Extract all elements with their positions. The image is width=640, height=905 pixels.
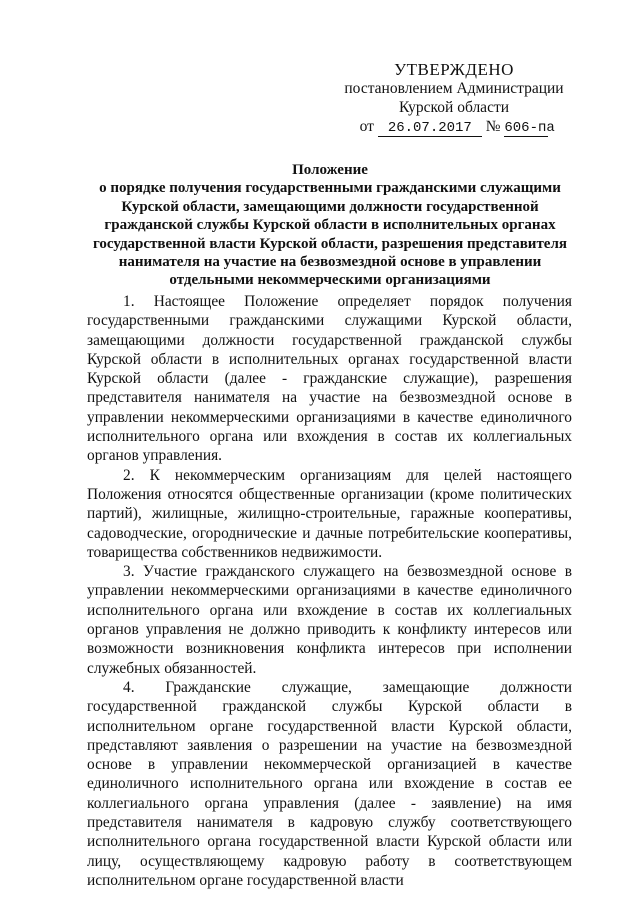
title-line: Курской области, замещающими должности государственной [121, 198, 539, 215]
approval-date-line [344, 117, 564, 137]
title-line: гражданской службы Курской области в исполнительных органах [104, 217, 556, 234]
date-prefix: от [359, 118, 374, 135]
number-prefix: № [485, 118, 501, 135]
approval-authority-line-2: Курской области [398, 99, 510, 116]
paragraph-1: 1. Настоящее Положение определяет порядок получения государственными гражданскими служащими Курской области, замещающими должности государственной гражданской службы Курской области в исполнительных органах государственной власти Курской области (далее - гражданские служащие), разрешения представителя нанимателя на участие на безвозмездной основе в управлении некоммерческими организациями в качестве единоличного исполнительного органа или вхождения в состав их коллегиальных органов управления. [87, 293, 572, 465]
title-line: о порядке получения государственными гражданскими служащими [99, 180, 561, 197]
approval-stamp [344, 60, 564, 137]
document-body [87, 292, 572, 890]
approval-authority-line-1: постановлением Администрации [344, 80, 564, 97]
paragraph-3: 3. Участие гражданского служащего на безвозмездной основе в управлении некоммерческими организациями в качестве единоличного исполнительного органа или вхождение в состав их коллегиальных органов управления не должно приводить к конфликту интересов или возможности возникновения конфликта интересов при исполнении служебных обязанностей. [87, 563, 572, 677]
paragraph-2: 2. К некоммерческим организациям для целей настоящего Положения относятся общественные организации (кроме политических партий), жилищные, жилищно-строительные, гаражные кооперативы, садоводческие, огороднические и дачные потребительские кооперативы, товарищества собственников недвижимости. [87, 466, 572, 561]
title-line: нанимателя на участие на безвозмездной основе в управлении [118, 254, 542, 271]
approved-label: УТВЕРЖДЕНО [394, 60, 514, 79]
document-title [80, 161, 580, 290]
approval-number: 606-па [504, 120, 555, 136]
title-line: государственной власти Курской области, разрешения представителя [92, 235, 568, 252]
title-heading: Положение [292, 162, 368, 178]
title-line: отдельными некоммерческими организациями [169, 272, 491, 289]
paragraph-4: 4. Гражданские служащие, замещающие должности государственной гражданской службы Курской области в исполнительном органе государственной власти Курской области, представляют заявления о разрешении на участие на безвозмездной основе в управлении некоммерческой организацией в качестве единоличного исполнительного органа или вхождение в состав ее коллегиального органа управления (далее - заявление) на имя представителя нанимателя в кадровую службу соответствующего исполнительного органа государственной власти Курской области или лицу, осуществляющему кадровую работу в соответствующем исполнительном органе государственной власти [87, 678, 572, 889]
approval-date: 26.07.2017 [378, 121, 482, 137]
